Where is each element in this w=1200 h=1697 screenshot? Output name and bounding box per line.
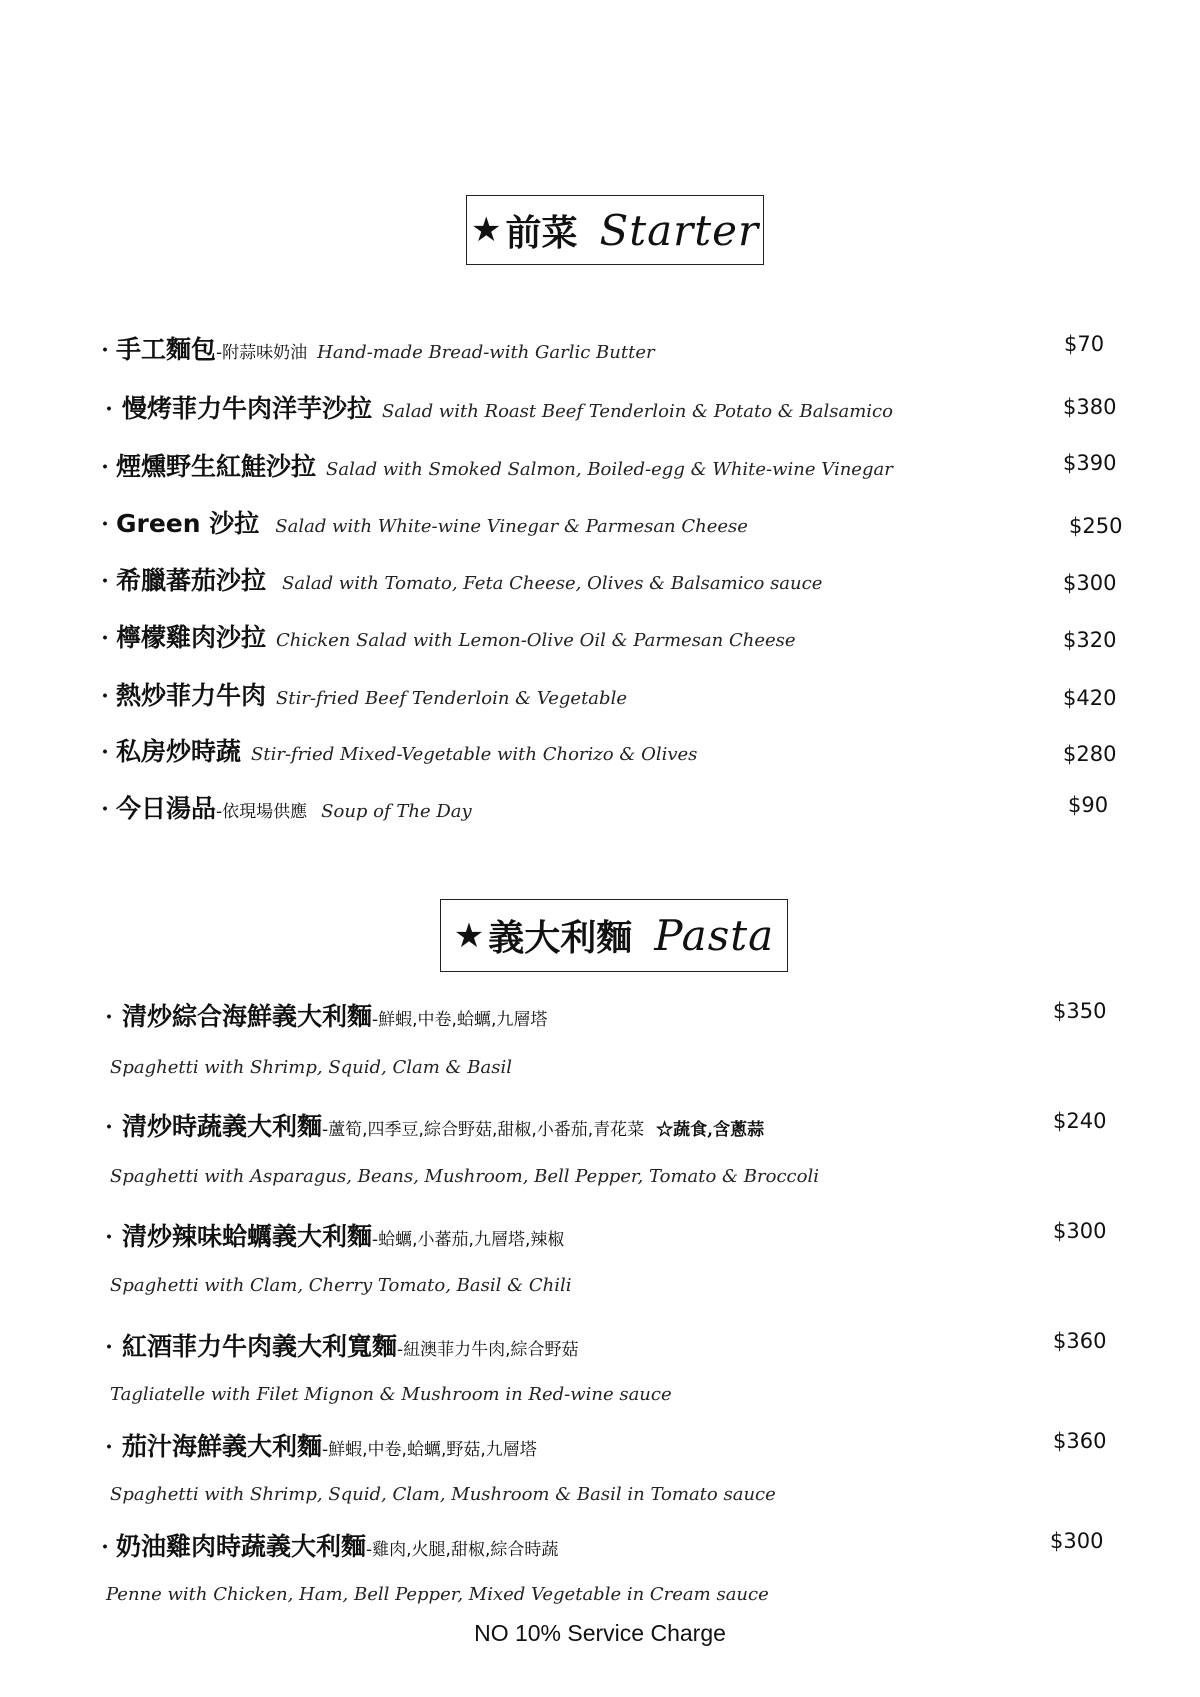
pasta-title-box (440, 899, 788, 972)
item-name-zh: 慢烤菲力牛肉洋芋沙拉 (122, 394, 373, 423)
item-note: -附蒜味奶油 (216, 343, 308, 363)
starter-item (0, 504, 1200, 544)
item-price: $300 (1050, 1529, 1104, 1553)
item-price: $380 (1063, 395, 1117, 419)
item-name (122, 1107, 764, 1143)
item-name-en: Salad with Smoked Salmon, Boiled-egg & White-wine Vinegar (326, 459, 893, 480)
item-name (122, 1217, 564, 1253)
item-name (122, 389, 893, 425)
item-name-zh: 手工麵包 (116, 335, 217, 364)
service-charge-note: NO 10% Service Charge (474, 1620, 726, 1646)
pasta-item (0, 1527, 1200, 1567)
bullet: ・ (98, 1226, 121, 1251)
item-name (116, 330, 655, 366)
item-price: $280 (1063, 742, 1117, 766)
item-name-zh: 清炒辣味蛤蠣義大利麵 (122, 1222, 373, 1251)
bullet: ・ (94, 570, 117, 595)
bullet: ・ (98, 398, 121, 423)
bullet: ・ (98, 1336, 121, 1361)
item-name-zh: 希臘蕃茄沙拉 (116, 566, 267, 595)
starter-item (0, 618, 1200, 658)
star-icon: ★ (470, 210, 502, 250)
item-name-zh: 檸檬雞肉沙拉 (116, 623, 267, 652)
pasta-item (0, 1107, 1200, 1147)
item-name-zh: 私房炒時蔬 (116, 737, 242, 766)
item-name (122, 1427, 537, 1463)
item-price: $300 (1063, 571, 1117, 595)
starter-item (0, 732, 1200, 772)
pasta-item (0, 1327, 1200, 1367)
starter-item (0, 330, 1200, 370)
bullet: ・ (94, 513, 117, 538)
item-name-zh: Green 沙拉 (116, 509, 260, 538)
item-price: $420 (1063, 686, 1117, 710)
bullet: ・ (98, 1436, 121, 1461)
item-name (122, 997, 547, 1033)
item-note: -鮮蝦,中卷,蛤蠣,九層塔 (372, 1010, 548, 1030)
item-name (116, 1527, 558, 1563)
item-name-zh: 茄汁海鮮義大利麵 (122, 1432, 323, 1461)
pasta-title-en: Pasta (654, 911, 775, 960)
item-price: $350 (1053, 999, 1107, 1023)
item-price: $360 (1053, 1329, 1107, 1353)
pasta-item (0, 997, 1200, 1037)
pasta-item (0, 1427, 1200, 1467)
item-description-en: Tagliatelle with Filet Mignon & Mushroom in Red-wine sauce (110, 1384, 672, 1405)
item-note: -蛤蠣,小蕃茄,九層塔,辣椒 (372, 1230, 565, 1250)
bullet: ・ (98, 1006, 121, 1031)
item-description-en: Spaghetti with Asparagus, Beans, Mushroom, Bell Pepper, Tomato & Broccoli (110, 1166, 819, 1187)
starter-item (0, 561, 1200, 601)
item-note: -鮮蝦,中卷,蛤蠣,野菇,九層塔 (322, 1440, 537, 1460)
item-note: -蘆筍,四季豆,綜合野菇,甜椒,小番茄,青花菜 (322, 1120, 645, 1140)
starter-item (0, 676, 1200, 716)
item-name-en: Stir-fried Mixed-Vegetable with Chorizo & Olives (251, 744, 698, 765)
bullet: ・ (98, 1116, 121, 1141)
item-name (116, 789, 472, 825)
starter-title-zh: 前菜 (505, 212, 578, 254)
item-name-en: Chicken Salad with Lemon-Olive Oil & Parmesan Cheese (276, 630, 796, 651)
item-name-zh: 奶油雞肉時蔬義大利麵 (116, 1532, 367, 1561)
starter-title-box (466, 195, 764, 265)
bullet: ・ (94, 741, 117, 766)
item-price: $360 (1053, 1429, 1107, 1453)
item-name-en: Salad with White-wine Vinegar & Parmesan Cheese (275, 516, 748, 537)
bullet: ・ (94, 685, 117, 710)
item-price: $250 (1069, 514, 1123, 538)
item-note: -雞肉,火腿,甜椒,綜合時蔬 (366, 1540, 559, 1560)
item-name-en: Soup of The Day (321, 801, 472, 822)
vegetarian-tag: ☆蔬食,含蔥蒜 (656, 1120, 765, 1140)
item-price: $90 (1068, 793, 1109, 817)
item-name-zh: 清炒綜合海鮮義大利麵 (122, 1002, 373, 1031)
item-note: -紐澳菲力牛肉,綜合野菇 (397, 1340, 579, 1360)
item-price: $70 (1064, 332, 1105, 356)
bullet: ・ (94, 1536, 117, 1561)
item-description-en: Spaghetti with Shrimp, Squid, Clam, Mushroom & Basil in Tomato sauce (110, 1484, 776, 1505)
item-description-en: Spaghetti with Clam, Cherry Tomato, Basil & Chili (110, 1275, 572, 1296)
item-name-en: Salad with Tomato, Feta Cheese, Olives & Balsamico sauce (282, 573, 823, 594)
bullet: ・ (94, 456, 117, 481)
item-name (116, 447, 893, 483)
bullet: ・ (94, 798, 117, 823)
item-description-en: Penne with Chicken, Ham, Bell Pepper, Mixed Vegetable in Cream sauce (106, 1584, 769, 1605)
item-name-zh: 熱炒菲力牛肉 (116, 681, 267, 710)
item-name-zh: 煙燻野生紅鮭沙拉 (116, 452, 317, 481)
item-name (116, 561, 822, 597)
item-price: $300 (1053, 1219, 1107, 1243)
bullet: ・ (94, 339, 117, 364)
item-name (116, 676, 627, 712)
item-price: $390 (1063, 451, 1117, 475)
starter-item (0, 789, 1200, 829)
item-name (116, 618, 796, 654)
item-name-zh: 清炒時蔬義大利麵 (122, 1112, 323, 1141)
item-name-zh: 今日湯品 (116, 794, 217, 823)
item-name-zh: 紅酒菲力牛肉義大利寬麵 (122, 1332, 398, 1361)
item-name (116, 504, 748, 540)
item-description-en: Spaghetti with Shrimp, Squid, Clam & Basil (110, 1057, 513, 1078)
item-name (122, 1327, 579, 1363)
bullet: ・ (94, 627, 117, 652)
star-icon: ★ (453, 915, 485, 956)
starter-item (0, 389, 1200, 429)
item-name (116, 732, 697, 768)
item-price: $240 (1053, 1109, 1107, 1133)
pasta-title-zh: 義大利麵 (488, 918, 633, 959)
item-name-en: Salad with Roast Beef Tenderloin & Potato & Balsamico (382, 401, 893, 422)
pasta-item (0, 1217, 1200, 1257)
item-note: -依現場供應 (216, 802, 308, 822)
item-name-en: Hand-made Bread-with Garlic Butter (317, 342, 655, 363)
starter-item (0, 447, 1200, 487)
item-price: $320 (1063, 628, 1117, 652)
item-name-en: Stir-fried Beef Tenderloin & Vegetable (276, 688, 627, 709)
starter-title-en: Starter (599, 205, 760, 255)
